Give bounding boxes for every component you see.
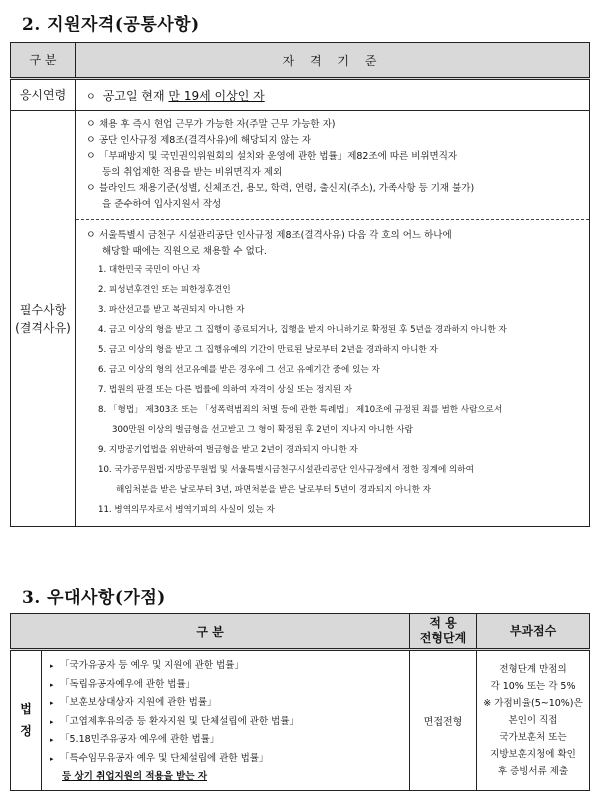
header-stage [410,614,477,650]
list-item-cont: 해당할 때에는 직원으로 채용할 수 없다. [102,246,267,257]
bullet-icon: ㅇ [86,119,96,130]
statutory-category: 법 정 [11,650,42,791]
triangle-bullet-icon: ▸ [50,717,54,726]
bullet-icon: ㅇ [86,135,96,146]
header-stage-line1: 적 용 [429,616,457,630]
list-item: ㅇ 「부패방지 및 국민권익위원회의 설치와 운영에 관한 법률」제82조에 따른 비위면직자 [86,149,581,165]
section-2-title: 2. 지원자격(공통사항) [22,15,200,35]
age-text-underlined: 만 19세 이상인 자 [168,88,265,103]
triangle-bullet-icon: ▸ [50,699,54,707]
points-value: 전형단계 만점의 각 10% 또는 각 5% ※ 가점비율(5~10%)은 본인이 직접 국가보훈처 또는 지방보훈지청에 확인 후 증빙서류 제출 [477,650,590,791]
required-category-line1: 필수사항 [19,302,67,317]
law-item: ▸ 「특수임무유공자 예우 및 단체설립에 관한 법률」 [50,750,403,769]
disqualification-item: 4. 금고 이상의 형을 받고 그 집행이 종료되거나, 집행을 받지 아니하기로 확정된 후 5년을 경과하지 아니한 자 [98,325,507,335]
list-item: ㅇ 서울특별시 금천구 시설관리공단 인사규정 제8조(결격사유) 다음 각 호의 어느 하나에 [86,228,581,244]
disqualification-item: 9. 지방공기업법을 위반하여 벌금형을 받고 2년이 경과되지 아니한 자 [98,445,358,455]
disqualification-item: 1. 대한민국 국민이 아닌 자 [98,265,201,275]
triangle-bullet-icon: ▸ [50,680,54,689]
list-item-cont: 을 준수하여 입사지원서 작성 [102,199,222,210]
header-points: 부과점수 [477,614,590,650]
age-text: 공고일 현재 [102,88,169,103]
disqualification-item: 5. 금고 이상의 형을 받고 그 집행유예의 기간이 만료된 날로부터 2년을 경과하지 아니한 자 [98,345,438,355]
qualification-table [10,42,590,527]
required-category [11,111,76,527]
law-list [42,650,410,791]
disqualification-item-cont: 300만원 이상의 벌금형을 선고받고 그 형이 확정된 후 2년이 지나지 아니한 사람 [112,425,413,435]
law-item: ▸ 「독립유공자예우에 관한 법률」 [50,676,403,695]
section-3-title: 3. 우대사항(가점) [22,588,166,608]
disqualification-item: 8. 「형법」 제303조 또는 「성폭력범죄의 처벌 등에 관한 특례법」 제10조에 규정된 죄를 범한 사람으로서 [98,405,503,415]
list-item: ㅇ 채용 후 즉시 현업 근무가 가능한 자(주말 근무 가능한 자) [86,117,581,133]
list-item-cont: 등의 취업제한 적용을 받는 비위면직자 제외 [102,167,283,178]
preference-table [10,613,590,791]
disqualification-block [76,219,589,526]
disqualification-item: 2. 피성년후견인 또는 피한정후견인 [98,285,231,295]
list-item: ㅇ 공단 인사규정 제8조(결격사유)에 해당되지 않는 자 [86,133,581,149]
bullet-icon: ㅇ [86,151,96,162]
bullet-icon: ㅇ [86,230,96,241]
required-category-line2: (결격사유) [15,320,71,335]
triangle-bullet-icon: ▸ [50,754,54,763]
law-item: ▸ 「고엽제후유의증 등 환자지원 및 단체설립에 관한 법률」 [50,713,403,732]
header-stage-line2: 전형단계 [419,631,467,645]
header-category: 구 분 [11,43,76,79]
list-item: ㅇ 블라인드 채용기준(성별, 신체조건, 용모, 학력, 연령, 출신지(주소), 가족사항 등 기재 불가) [86,181,581,197]
required-criteria [76,111,590,527]
stage-value: 면접전형 [410,650,477,791]
triangle-bullet-icon: ▸ [50,736,54,744]
disqualification-item: 7. 법원의 판결 또는 다른 법률에 의하여 자격이 상실 또는 정지된 자 [98,385,353,395]
disqualification-item: 6. 금고 이상의 형의 선고유예를 받은 경우에 그 선고 유예기간 중에 있는 자 [98,365,380,375]
bullet-icon: ㅇ [86,91,96,103]
law-item: ▸ 「국가유공자 등 예우 및 지원에 관한 법률」 [50,657,403,676]
disqualification-item: 11. 병역의무자로서 병역기피의 사실이 있는 자 [98,505,275,515]
disqualification-item: 10. 국가공무원법·지방공무원법 및 서울특별시금천구시설관리공단 인사규정에서 정한 징계에 의하여 [98,465,474,475]
header-criteria: 자 격 기 준 [76,43,590,79]
law-item: ▸ 「5.18민주유공자 예우에 관한 법률」 [50,731,403,750]
age-category: 응시연령 [11,79,76,111]
disqualification-item: 3. 파산선고를 받고 복권되지 아니한 자 [98,305,245,315]
law-item: ▸ 「보훈보상대상자 지원에 관한 법률」 [50,694,403,713]
general-requirements-block [76,111,589,219]
bullet-icon: ㅇ [86,183,96,194]
law-conclusion: 등 상기 취업지원의 적용을 받는 자 [62,771,208,782]
disqualification-item-cont: 해임처분을 받은 날로부터 3년, 파면처분을 받은 날로부터 5년이 경과되지 아니한 자 [116,485,431,495]
age-criteria [76,79,590,111]
triangle-bullet-icon: ▸ [50,662,54,670]
header-category: 구 분 [11,614,410,650]
